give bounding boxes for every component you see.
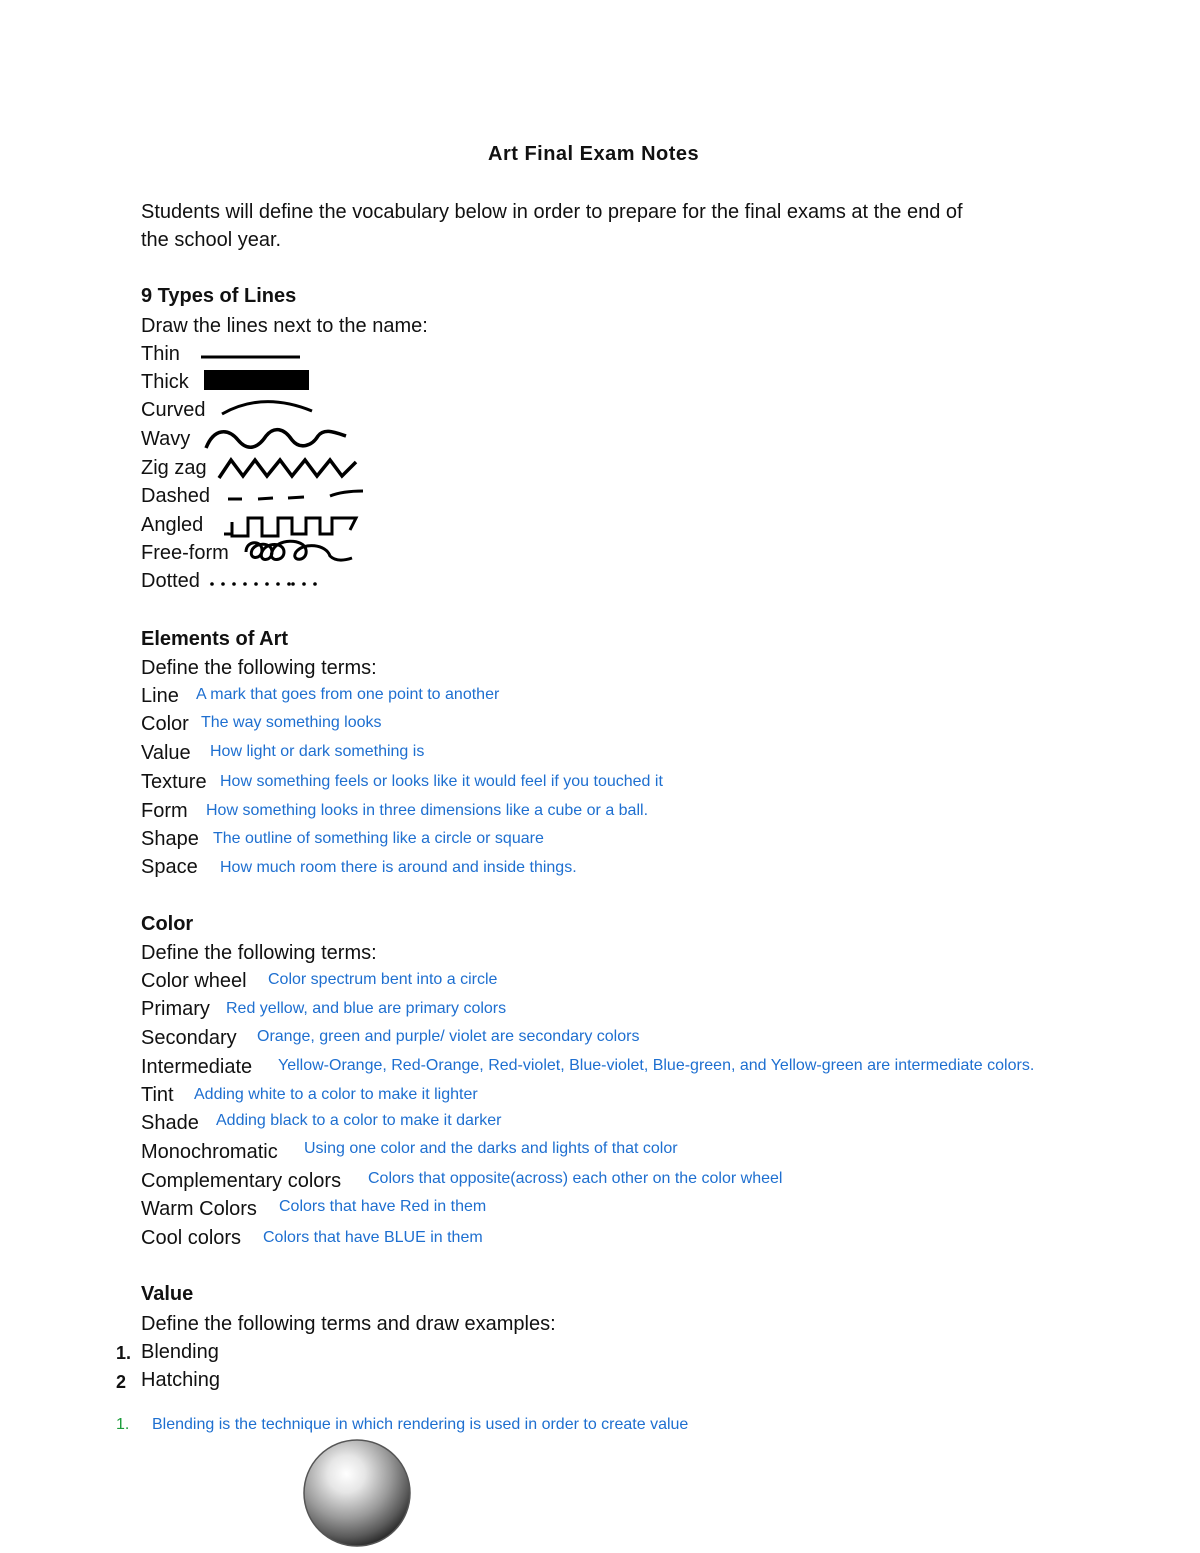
value-term-blending: Blending — [141, 1341, 219, 1363]
element-definition-value: How light or dark something is — [210, 743, 425, 760]
thick-line-drawing — [204, 370, 309, 390]
color-term-color-wheel: Color wheel — [141, 970, 247, 992]
value-term-hatching: Hatching — [141, 1369, 220, 1391]
dotted-line-drawing — [210, 582, 317, 586]
color-term-complementary: Complementary colors — [141, 1170, 342, 1192]
color-definition-secondary: Orange, green and purple/ violet are secondary colors — [257, 1028, 640, 1045]
curved-line-drawing — [222, 402, 312, 414]
blending-sphere-drawing — [300, 1436, 414, 1550]
element-definition-color: The way something looks — [201, 714, 382, 731]
line-type-thin: Thin — [141, 343, 180, 365]
color-definition-shade: Adding black to a color to make it darker — [216, 1112, 502, 1129]
value-instruction: Define the following terms and draw examples: — [141, 1313, 556, 1335]
element-term-color: Color — [141, 713, 189, 735]
element-definition-texture: How something feels or looks like it would feel if you touched it — [220, 773, 663, 790]
element-term-space: Space — [141, 856, 198, 878]
line-type-curved: Curved — [141, 399, 206, 421]
color-term-shade: Shade — [141, 1112, 199, 1134]
blending-answer: Blending is the technique in which rendering is used in order to create value — [152, 1416, 689, 1433]
elements-instruction: Define the following terms: — [141, 657, 377, 679]
color-definition-tint: Adding white to a color to make it lighter — [194, 1086, 478, 1103]
line-type-zigzag: Zig zag — [141, 457, 207, 479]
dashed-line-drawing — [228, 491, 363, 499]
intro-line-1: Students will define the vocabulary below in order to prepare for the final exams at the end of — [141, 201, 963, 223]
color-term-tint: Tint — [141, 1084, 174, 1106]
element-term-form: Form — [141, 800, 188, 822]
line-type-dotted: Dotted — [141, 570, 200, 592]
color-definition-warm: Colors that have Red in them — [279, 1198, 487, 1215]
color-definition-intermediate: Yellow-Orange, Red-Orange, Red-violet, Blue-violet, Blue-green, and Yellow-green are intermediate colors. — [278, 1057, 1035, 1074]
freeform-line-drawing — [246, 541, 352, 560]
color-instruction: Define the following terms: — [141, 942, 377, 964]
element-definition-space: How much room there is around and inside things. — [220, 859, 577, 876]
sphere-icon — [304, 1440, 410, 1546]
lines-instruction: Draw the lines next to the name: — [141, 315, 428, 337]
color-term-intermediate: Intermediate — [141, 1056, 253, 1078]
elements-heading: Elements of Art — [141, 628, 289, 650]
line-type-thick: Thick — [141, 371, 189, 393]
element-definition-line: A mark that goes from one point to another — [196, 686, 500, 703]
element-definition-form: How something looks in three dimensions like a cube or a ball. — [206, 802, 649, 819]
color-definition-primary: Red yellow, and blue are primary colors — [226, 1000, 507, 1017]
element-term-texture: Texture — [141, 771, 207, 793]
color-term-primary: Primary — [141, 998, 210, 1020]
color-term-cool: Cool colors — [141, 1227, 242, 1249]
angled-line-drawing — [224, 518, 356, 536]
element-term-value: Value — [141, 742, 191, 764]
intro-line-2: the school year. — [141, 229, 282, 251]
line-type-wavy: Wavy — [141, 428, 191, 450]
lines-heading: 9 Types of Lines — [141, 285, 297, 307]
color-definition-cool: Colors that have BLUE in them — [263, 1229, 483, 1246]
value-heading: Value — [141, 1283, 194, 1305]
line-type-freeform: Free-form — [141, 542, 229, 564]
answer-number-1: 1. — [116, 1416, 130, 1433]
value-item-number-1: 1. — [116, 1343, 132, 1363]
element-term-shape: Shape — [141, 828, 199, 850]
zigzag-line-drawing — [219, 460, 356, 478]
color-term-warm: Warm Colors — [141, 1198, 257, 1220]
color-definition-color-wheel: Color spectrum bent into a circle — [268, 971, 498, 988]
color-term-monochromatic: Monochromatic — [141, 1141, 278, 1163]
color-term-secondary: Secondary — [141, 1027, 237, 1049]
color-definition-complementary: Colors that opposite(across) each other on the color wheel — [368, 1170, 783, 1187]
line-drawings — [0, 0, 1200, 620]
color-heading: Color — [141, 913, 194, 935]
color-definition-monochromatic: Using one color and the darks and lights of that color — [304, 1140, 678, 1157]
line-type-dashed: Dashed — [141, 485, 210, 507]
page-title: Art Final Exam Notes — [488, 143, 700, 165]
element-term-line: Line — [141, 685, 179, 707]
value-item-number-2: 2 — [116, 1372, 127, 1392]
line-type-angled: Angled — [141, 514, 204, 536]
wavy-line-drawing — [206, 430, 346, 448]
element-definition-shape: The outline of something like a circle or square — [213, 830, 544, 847]
